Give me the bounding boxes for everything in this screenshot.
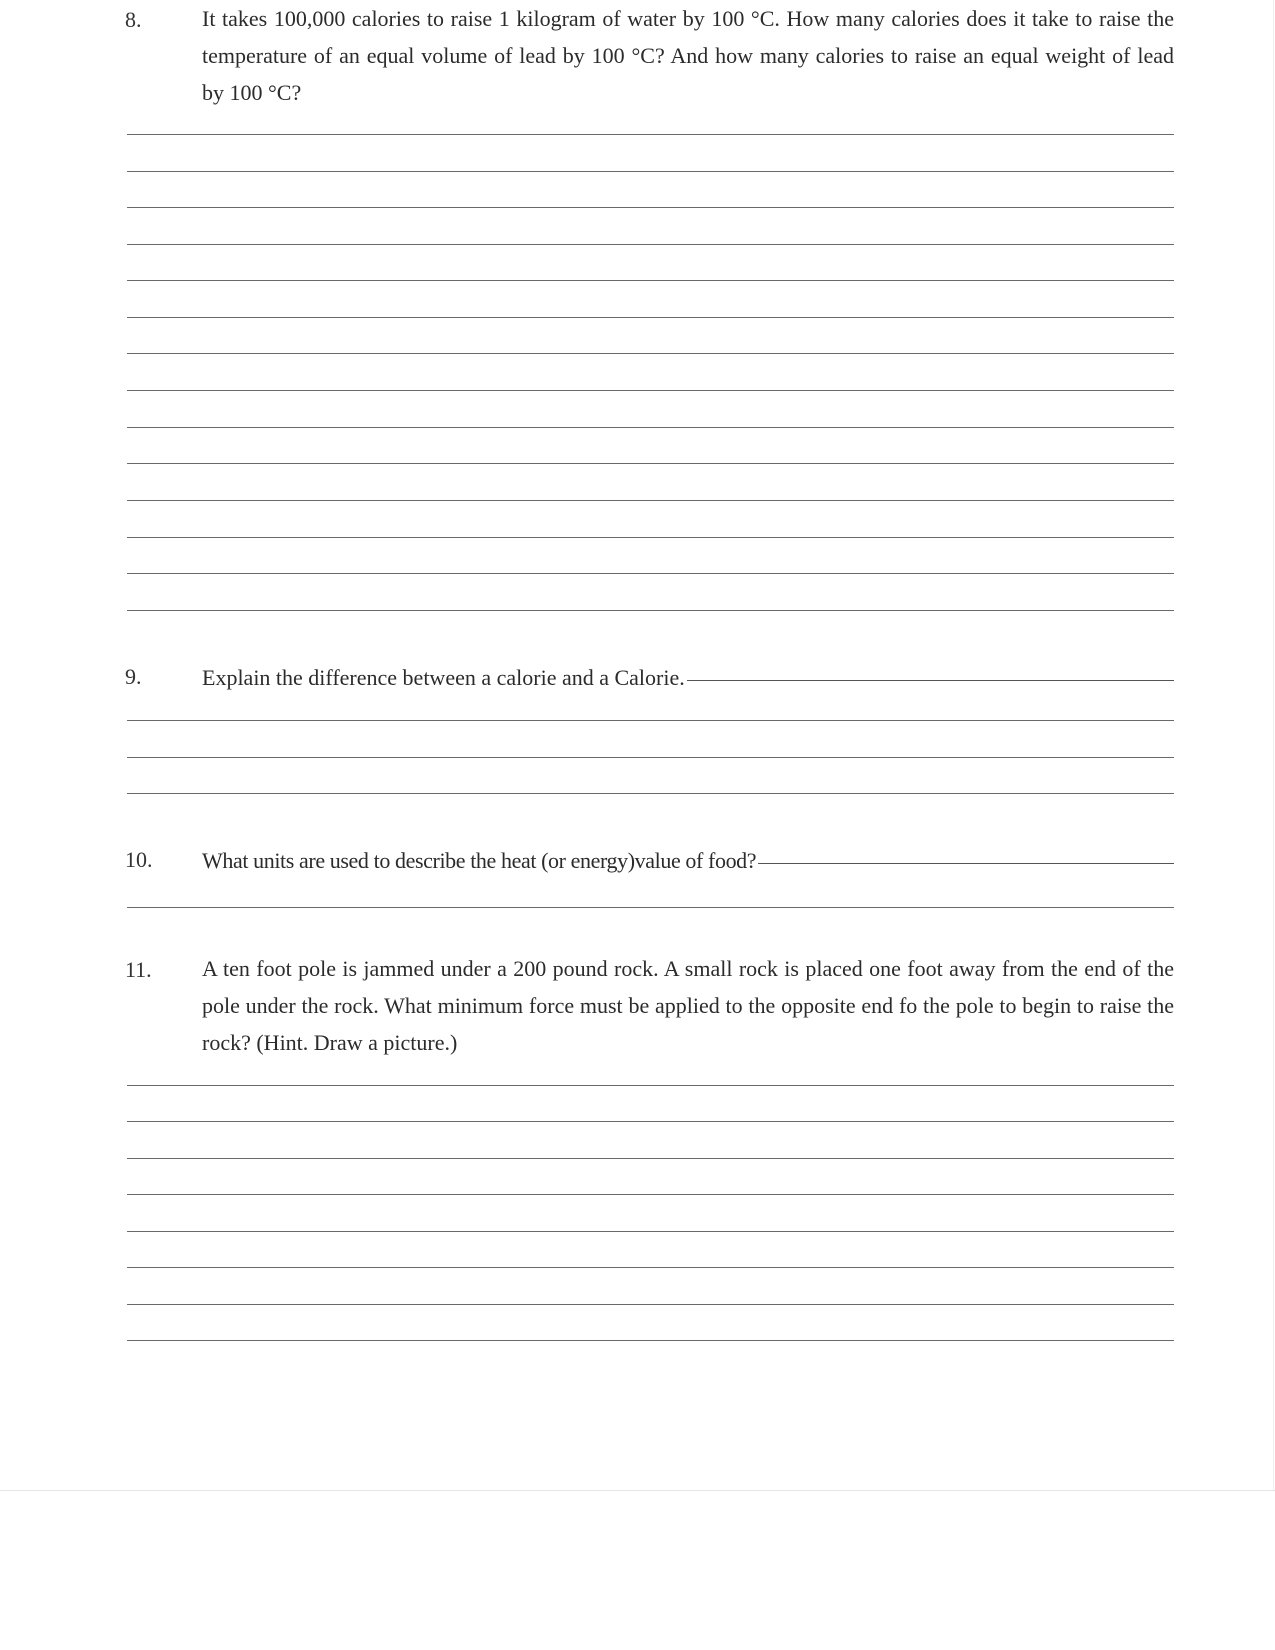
answer-line[interactable] (127, 793, 1174, 794)
answer-line[interactable] (127, 134, 1174, 135)
answer-line[interactable] (127, 537, 1174, 538)
question-number: 10. (125, 847, 153, 872)
question-number: 8. (125, 7, 142, 32)
answer-line[interactable] (127, 573, 1174, 574)
answer-line[interactable] (127, 1267, 1174, 1268)
answer-line[interactable] (687, 680, 1174, 681)
answer-line[interactable] (127, 1194, 1174, 1195)
answer-line[interactable] (127, 500, 1174, 501)
answer-line[interactable] (127, 353, 1174, 354)
answer-line[interactable] (127, 610, 1174, 611)
answer-line[interactable] (127, 207, 1174, 208)
answer-line[interactable] (127, 1231, 1174, 1232)
answer-line[interactable] (758, 863, 1174, 864)
question-row (202, 842, 1174, 879)
answer-line[interactable] (127, 720, 1174, 721)
answer-line[interactable] (127, 244, 1174, 245)
question-text: It takes 100,000 calories to raise 1 kilogram of water by 100 °C. How many calories does it take to raise the temperature of an equal volume of lead by 100 °C? And how many calories to raise an equal weight of lead by 100 °C? (202, 6, 1174, 105)
answer-line[interactable] (127, 280, 1174, 281)
answer-line[interactable] (127, 1085, 1174, 1086)
answer-line[interactable] (127, 907, 1174, 908)
answer-line[interactable] (127, 171, 1174, 172)
scan-edge-right (1273, 0, 1274, 1490)
answer-line[interactable] (127, 317, 1174, 318)
question-text: Explain the difference between a calorie and a Calorie. (202, 665, 685, 690)
answer-line[interactable] (127, 1158, 1174, 1159)
answer-line[interactable] (127, 427, 1174, 428)
scan-edge (0, 1490, 1275, 1491)
answer-line[interactable] (127, 757, 1174, 758)
answer-line[interactable] (127, 1340, 1174, 1341)
answer-line[interactable] (127, 1304, 1174, 1305)
question-text: A ten foot pole is jammed under a 200 pound rock. A small rock is placed one foot away from the end of the pole under the rock. What minimum force must be applied to the opposite end fo the pole to begin to raise the rock? (Hint. Draw a picture.) (202, 956, 1174, 1055)
question-row (202, 659, 1174, 696)
answer-line[interactable] (127, 390, 1174, 391)
answer-line[interactable] (127, 1121, 1174, 1122)
question-number: 9. (125, 664, 142, 689)
question-number: 11. (125, 957, 152, 982)
question-text: What units are used to describe the heat (or energy)value of food? (202, 848, 757, 873)
answer-line[interactable] (127, 463, 1174, 464)
